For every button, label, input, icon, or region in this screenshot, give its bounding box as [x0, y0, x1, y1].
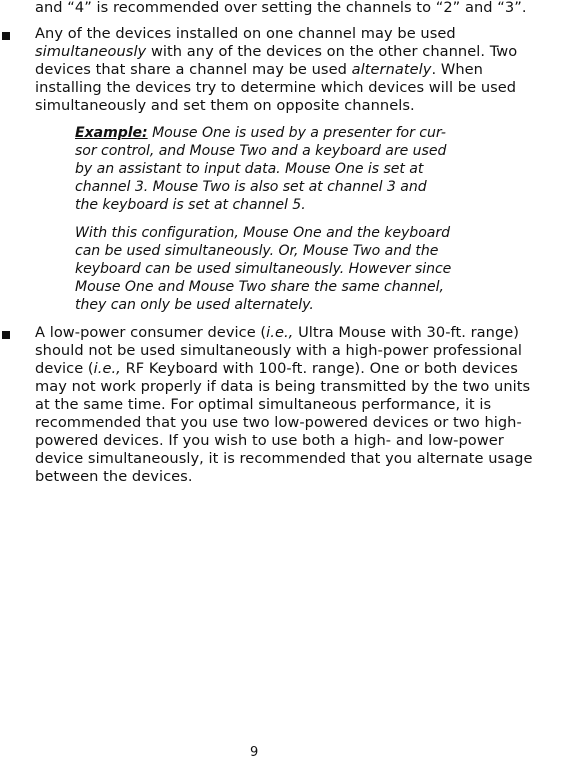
emphasis-alternately: alternately [351, 61, 432, 78]
bullet2-line-2: should not be used simultaneously with a high-power professional [35, 342, 522, 359]
bullet2-line-7: powered devices. If you wish to use both a high- and low-power [35, 432, 504, 449]
example-line-1-text: Mouse One is used by a presenter for cur- [147, 125, 446, 141]
bullet2-line-9: between the devices. [35, 468, 193, 485]
emphasis-simultaneously: simultaneously [35, 43, 147, 60]
bullet1-line-3-start: devices that share a channel may be used [35, 61, 352, 78]
bullet2-line-3-end: RF Keyboard with 100-ft. range). One or both devices [120, 360, 518, 377]
bullet2-line-8: device simultaneously, it is recommended that you alternate usage [35, 450, 533, 467]
intro-line: and “4” is recommended over setting the channels to “2” and “3”. [35, 0, 527, 16]
example-para2-line-1: With this configuration, Mouse One and the keyboard [75, 225, 450, 241]
example-line-1 [75, 124, 446, 142]
bullet1-line-2 [35, 43, 517, 61]
emphasis-ie: i.e., [266, 324, 294, 341]
emphasis-ie: i.e., [93, 360, 121, 377]
bullet2-line-1-start: A low-power consumer device ( [35, 324, 267, 341]
bullet1-line-5: simultaneously and set them on opposite channels. [35, 97, 415, 114]
page-number: 9 [250, 745, 259, 760]
bullet1-line-1: Any of the devices installed on one channel may be used [35, 25, 456, 42]
bullet2-line-3-start: device ( [35, 360, 94, 377]
example-label: Example: [75, 125, 148, 141]
bullet2-line-3 [35, 360, 518, 378]
bullet1-line-3 [35, 61, 483, 79]
bullet2-line-1-end: Ultra Mouse with 30-ft. range) [293, 324, 520, 341]
bullet-square-icon [2, 32, 10, 40]
example-para2-line-4: Mouse One and Mouse Two share the same channel, [75, 279, 444, 295]
example-line-2: sor control, and Mouse Two and a keyboard are used [75, 143, 447, 159]
bullet2-line-4: may not work properly if data is being transmitted by the two units [35, 378, 531, 395]
example-line-5: the keyboard is set at channel 5. [75, 197, 306, 213]
bullet2-line-5: at the same time. For optimal simultaneous performance, it is [35, 396, 492, 413]
example-para2-line-2: can be used simultaneously. Or, Mouse Two and the [75, 243, 439, 259]
example-para2-line-3: keyboard can be used simultaneously. However since [75, 261, 452, 277]
example-para2-line-5: they can only be used alternately. [75, 297, 314, 313]
bullet1-line-3-end: . When [431, 61, 483, 78]
example-line-3: by an assistant to input data. Mouse One is set at [75, 161, 424, 177]
bullet2-line-1 [35, 324, 519, 342]
bullet1-line-2-text: with any of the devices on the other channel. Two [146, 43, 518, 60]
bullet1-line-4: installing the devices try to determine which devices will be used [35, 79, 517, 96]
bullet-square-icon [2, 331, 10, 339]
bullet2-line-6: recommended that you use two low-powered devices or two high- [35, 414, 522, 431]
example-line-4: channel 3. Mouse Two is also set at channel 3 and [75, 179, 427, 195]
